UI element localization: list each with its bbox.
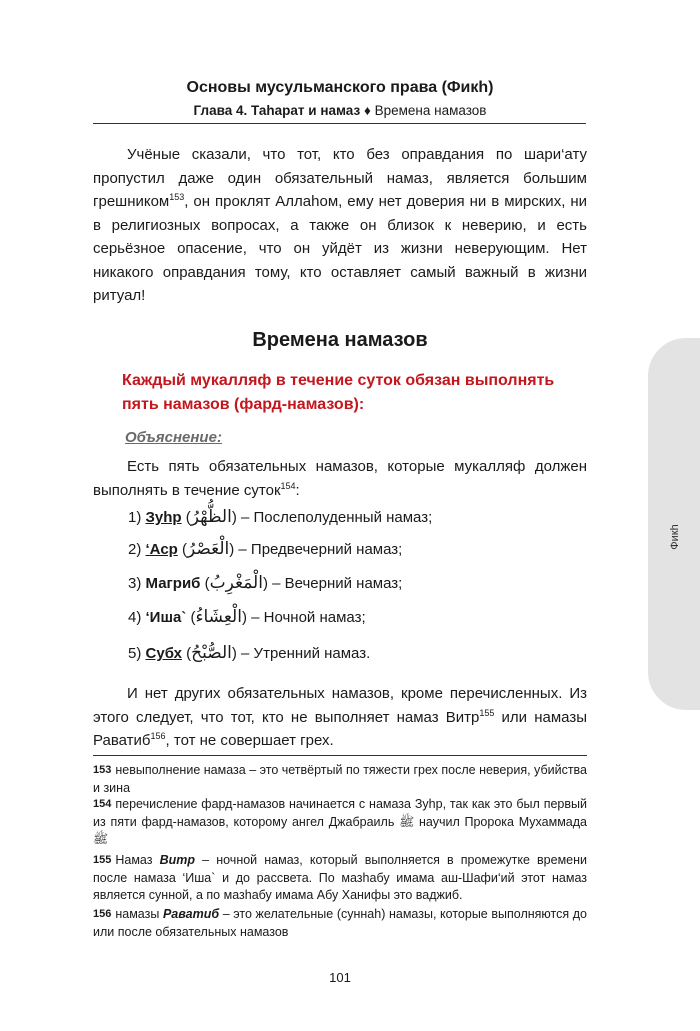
footnote: [93, 762, 587, 797]
prayer-item: 4) ‘Иша` (الْعِشَاءُ) – Ночной намаз;: [128, 607, 366, 627]
prayer-description: – Послеполуденный намаз;: [241, 509, 433, 526]
book-title: Основы мусульманского права (Фикh): [186, 79, 494, 96]
footnote: [93, 796, 587, 849]
intro-text-b: , он проклят Аллаhом, ему нет доверия ни в мирских, ни в религиозных вопросах, а также он близок к неверию, и есть серьёзное опасение, что он уйдёт из жизни неверующим. Нет никакого оправдания тому, кто оставляет самый важный в жизни ритуал!: [93, 193, 587, 304]
closing-paragraph: [93, 682, 587, 753]
side-tab-label: Фикh: [669, 524, 681, 550]
footnote-term: Раватиб: [162, 907, 220, 921]
explanation-label: Объяснение:: [125, 429, 222, 446]
footnote-text: – это желательные (суннаh) намазы, которые выполняются до или после обязательных намазов: [93, 907, 587, 939]
section-heading: Времена намазов: [252, 329, 428, 351]
footnote-term: Витр: [159, 853, 196, 867]
footnote-text: намазы: [115, 907, 163, 921]
chapter-title: Глава 4. Таhарат и намаз: [193, 103, 361, 118]
explanation-paragraph: [93, 455, 587, 502]
prayer-arabic: الْعَصْرُ: [187, 539, 230, 559]
prayer-arabic: الْعِشَاءُ: [195, 607, 242, 627]
footnote: [93, 852, 587, 905]
prayer-description: – Утренний намаз.: [241, 645, 371, 662]
prayer-number: 5): [128, 645, 142, 662]
prayer-item: 2) ‘Аср (الْعَصْرُ) – Предвечерний намаз;: [128, 539, 403, 559]
footnote-ref-154: 154: [280, 480, 296, 491]
footnote-text: Намаз: [115, 853, 160, 867]
footnote-number: 153: [93, 764, 112, 776]
footnote-number: 154: [93, 798, 112, 810]
prayer-description: – Ночной намаз;: [251, 609, 366, 626]
prayer-name: Зуhр: [145, 509, 182, 526]
prayer-name: Магриб: [145, 575, 201, 592]
prayer-item: 3) Магриб (الْمَغْرِبُ) – Вечерний намаз;: [128, 573, 403, 593]
header-divider: [93, 123, 586, 124]
closing-text-a: И нет других обязательных намазов, кроме перечисленных. Из этого следует, что тот, кто не выполняет намаз Витр: [93, 685, 587, 726]
prayer-arabic: الصُّبْحُ: [191, 643, 232, 663]
footnote-text: невыполнение намаза – это четвёртый по тяжести грех после неверия, убийства и зина: [93, 763, 587, 795]
footnote: [93, 906, 587, 941]
diamond-icon: ♦: [363, 103, 371, 118]
chapter-line: [0, 103, 680, 118]
closing-text-c: , тот не совершает грех.: [165, 732, 334, 749]
footnote-number: 156: [93, 908, 112, 920]
intro-paragraph: [93, 143, 587, 308]
footnote-divider: [93, 755, 587, 756]
prayer-number: 2): [128, 541, 142, 558]
explanation-text: Есть пять обязательных намазов, которые мукалляф должен выполнять в течение суток: [93, 458, 587, 499]
prayer-number: 4): [128, 609, 142, 626]
prayer-arabic: الظُّهْرُ: [190, 507, 232, 527]
footnote-text: – ночной намаз, который выполняется в промежутке времени после намаза ‘Иша` и до рассвета. По мазhабу имама аш-Шафи‘ий этот намаз является сунной, а по мазhабу имама Абу Ханифы это ваджиб.: [93, 853, 588, 902]
prayer-item: 1) Зуhр (الظُّهْرُ) – Послеполуденный намаз;: [128, 507, 433, 527]
rule-statement: Каждый мукалляф в течение суток обязан выполнять пять намазов (фард-намазов):: [122, 372, 555, 413]
footnote-number: 155: [93, 854, 112, 866]
footnote-ref-156: 156: [150, 731, 166, 741]
prayer-name: ‘Аср: [145, 541, 178, 558]
prayer-description: – Вечерний намаз;: [272, 575, 403, 592]
page-number: 101: [329, 970, 351, 985]
prayer-arabic: الْمَغْرِبُ: [209, 573, 263, 593]
prayer-number: 1): [128, 509, 142, 526]
closing-text-b: или намазы Раватиб: [93, 708, 587, 749]
prayer-name: Субх: [145, 645, 182, 662]
prayer-number: 3): [128, 575, 142, 592]
prayer-item: 5) Субх (الصُّبْحُ) – Утренний намаз.: [128, 643, 371, 663]
footnote-ref-155: 155: [479, 707, 495, 718]
explanation-end: :: [295, 481, 300, 499]
intro-text-a: Учёные сказали, что тот, кто без оправдания по шари‘ату пропустил даже один обязательный намаз, является большим грешником: [93, 146, 587, 210]
section-title: Времена намазов: [374, 103, 487, 118]
footnote-ref-153: 153: [169, 192, 185, 202]
prayer-description: – Предвечерний намаз;: [238, 541, 403, 558]
footnote-text: перечисление фард-намазов начинается с намаза Зуhр, так как это был первый из пяти фард-намазов, которому ангел Джабраиль ﷺ научил Пророка Мухаммада ﷺ: [93, 797, 587, 846]
prayer-name: ‘Иша`: [145, 609, 187, 626]
